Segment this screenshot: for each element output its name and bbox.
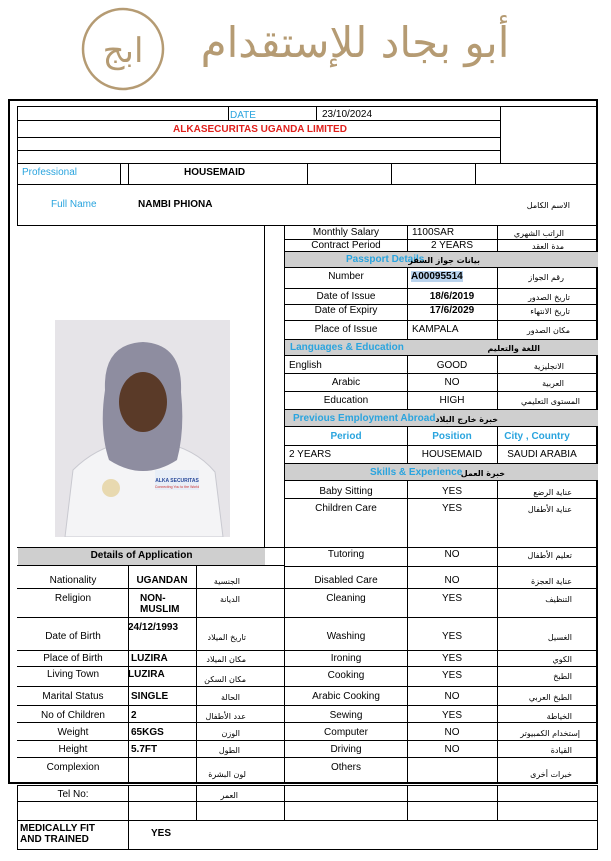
app-ar: مكان الميلاد: [206, 655, 246, 664]
skill-value: YES: [441, 593, 462, 604]
app-ar: الطول: [218, 746, 240, 755]
app-value: 65KGS: [131, 727, 164, 738]
skill-label: Others: [330, 762, 361, 773]
agency-name: ALKASECURITAS UGANDA LIMITED: [173, 124, 347, 135]
skill-ar: تعليم الأطفال: [527, 551, 572, 560]
issue-ar: تاريخ الصدور: [528, 293, 570, 302]
employment-country: SAUDI ARABIA: [507, 449, 577, 460]
date-value: 23/10/2024: [322, 109, 373, 120]
tel-label: Tel No:: [57, 789, 89, 800]
arabic-ar: العربية: [542, 379, 564, 388]
app-label: Height: [58, 744, 88, 755]
skill-value: YES: [441, 710, 462, 721]
period-label: Contract Period: [311, 240, 381, 251]
app-ar: الحالة: [221, 693, 240, 702]
app-ar: الوزن: [221, 729, 240, 738]
passport-title-ar: بيانات جواز السفر: [408, 256, 480, 265]
skill-value: NO: [444, 575, 460, 586]
skill-value: YES: [441, 653, 462, 664]
period-ar: مدة العقد: [532, 242, 564, 251]
passport-number-label: Number: [328, 271, 364, 282]
skill-ar: الطبخ العربي: [528, 693, 572, 702]
age-ar: العمر: [220, 791, 238, 800]
applicant-photo: [55, 320, 230, 537]
skill-label: Cleaning: [326, 593, 366, 604]
passport-number-value: A00095514: [411, 271, 463, 282]
education-value: HIGH: [439, 395, 465, 406]
skills-title-ar: خبرة العمل: [460, 469, 505, 478]
english-ar: الانجليزية: [533, 362, 564, 371]
app-label: Date of Birth: [45, 631, 101, 642]
salary-value: 1100SAR: [412, 227, 455, 238]
employment-col-period: Period: [330, 431, 362, 442]
skill-value: NO: [444, 727, 460, 738]
skill-label: Sewing: [329, 710, 363, 721]
education-ar: المستوى التعليمي: [520, 397, 580, 406]
app-ar: عدد الأطفال: [205, 712, 246, 721]
employment-title: Previous Employment Abroad: [293, 413, 436, 424]
skill-ar: الطبخ: [553, 672, 572, 681]
skill-ar: إستخدام الكمبيوتر: [520, 729, 580, 738]
app-value: 5.7FT: [131, 744, 158, 755]
employment-position: HOUSEMAID: [421, 449, 483, 460]
skill-label: Baby Sitting: [319, 486, 373, 497]
arabic-value: NO: [444, 377, 460, 388]
skill-ar: عناية الرضع: [533, 488, 572, 497]
logo-letters: ابج: [102, 31, 144, 71]
english-label: English: [289, 360, 322, 371]
app-label: Complexion: [46, 762, 100, 773]
professional-label: Professional: [22, 167, 78, 178]
app-ar: لون البشرة: [208, 770, 246, 779]
medical-label: MEDICALLY FIT AND TRAINED: [20, 823, 96, 845]
date-label: DATE: [230, 110, 256, 121]
skill-label: Children Care: [315, 503, 377, 514]
skill-value: NO: [444, 691, 460, 702]
app-ar: تاريخ الميلاد: [207, 633, 246, 642]
passport-title: Passport Details: [346, 254, 425, 265]
app-label: Weight: [57, 727, 89, 738]
skill-ar: الغسيل: [547, 633, 572, 642]
arabic-label: Arabic: [331, 377, 361, 388]
employment-title-ar: خبرة خارج البلاد: [435, 415, 498, 424]
fullname-label: Full Name: [51, 199, 97, 210]
employment-col-country: City , Country: [504, 431, 570, 442]
languages-title-ar: اللغة والتعليم: [487, 344, 540, 353]
application-title: Details of Application: [90, 550, 193, 561]
skill-ar: عناية الأطفال: [527, 505, 572, 514]
skill-value: YES: [441, 503, 462, 514]
app-value: SINGLE: [131, 691, 169, 702]
app-value: LUZIRA: [128, 669, 165, 680]
expiry-label: Date of Expiry: [314, 305, 378, 316]
app-value: 2: [131, 710, 137, 721]
passport-number-ar: رقم الجواز: [528, 273, 564, 282]
skill-ar: خبرات أخرى: [530, 770, 572, 779]
app-label: Nationality: [49, 575, 97, 586]
app-label: Living Town: [46, 669, 100, 680]
english-value: GOOD: [436, 360, 468, 371]
app-value: 24/12/1993: [128, 622, 179, 633]
skills-title: Skills & Experience: [370, 467, 463, 478]
employment-col-position: Position: [432, 431, 472, 442]
languages-title: Languages & Education: [290, 342, 404, 353]
expiry-value: 17/6/2029: [429, 305, 475, 316]
skill-label: Cooking: [327, 670, 365, 681]
agency-logo-icon: [80, 6, 166, 92]
header: [0, 0, 611, 95]
issue-value: 18/6/2019: [429, 291, 475, 302]
employment-period: 2 YEARS: [289, 449, 332, 460]
skill-label: Disabled Care: [314, 575, 378, 586]
period-value: 2 YEARS: [430, 240, 474, 251]
app-value: NON- MUSLIM: [140, 593, 180, 615]
app-value: LUZIRA: [131, 653, 168, 664]
skill-label: Driving: [330, 744, 362, 755]
skill-ar: الكوي: [552, 655, 572, 664]
fullname-ar: الاسم الكامل: [526, 201, 570, 210]
app-label: Place of Birth: [43, 653, 103, 664]
skill-value: YES: [441, 670, 462, 681]
skill-value: YES: [441, 486, 462, 497]
issue-label: Date of Issue: [316, 291, 376, 302]
professional-value: HOUSEMAID: [184, 167, 246, 178]
app-label: Marital Status: [42, 691, 104, 702]
app-label: No of Children: [41, 710, 105, 721]
skill-value: YES: [441, 631, 462, 642]
medical-value: YES: [151, 828, 172, 839]
expiry-ar: تاريخ الانتهاء: [530, 307, 570, 316]
place-ar: مكان الصدور: [526, 326, 570, 335]
skill-label: Arabic Cooking: [312, 691, 380, 702]
place-label: Place of Issue: [314, 324, 378, 335]
skill-label: Washing: [326, 631, 366, 642]
skill-ar: الخياطة: [546, 712, 572, 721]
jacket-text: ALKA SECURITAS: [155, 478, 199, 484]
salary-label: Monthly Salary: [312, 227, 380, 238]
skill-label: Computer: [324, 727, 368, 738]
app-ar: مكان السكن: [204, 675, 246, 684]
brand-name: أبو بجاد للإستقدام: [200, 18, 510, 67]
skill-label: Tutoring: [327, 549, 365, 560]
skill-label: Ironing: [330, 653, 362, 664]
skill-ar: التنظيف: [545, 595, 572, 604]
jacket-tag: Connecting You to the World: [154, 485, 200, 489]
place-value: KAMPALA: [412, 324, 459, 335]
app-ar: الديانة: [219, 595, 240, 604]
salary-ar: الراتب الشهري: [513, 229, 564, 238]
app-ar: الجنسية: [213, 577, 240, 586]
skill-ar: عناية العجزة: [531, 577, 572, 586]
skill-value: NO: [444, 549, 460, 560]
fullname-value: NAMBI PHIONA: [138, 199, 213, 210]
education-label: Education: [323, 395, 369, 406]
skill-value: NO: [444, 744, 460, 755]
skill-ar: القيادة: [550, 746, 572, 755]
app-value: UGANDAN: [136, 575, 188, 586]
app-label: Religion: [54, 593, 92, 604]
